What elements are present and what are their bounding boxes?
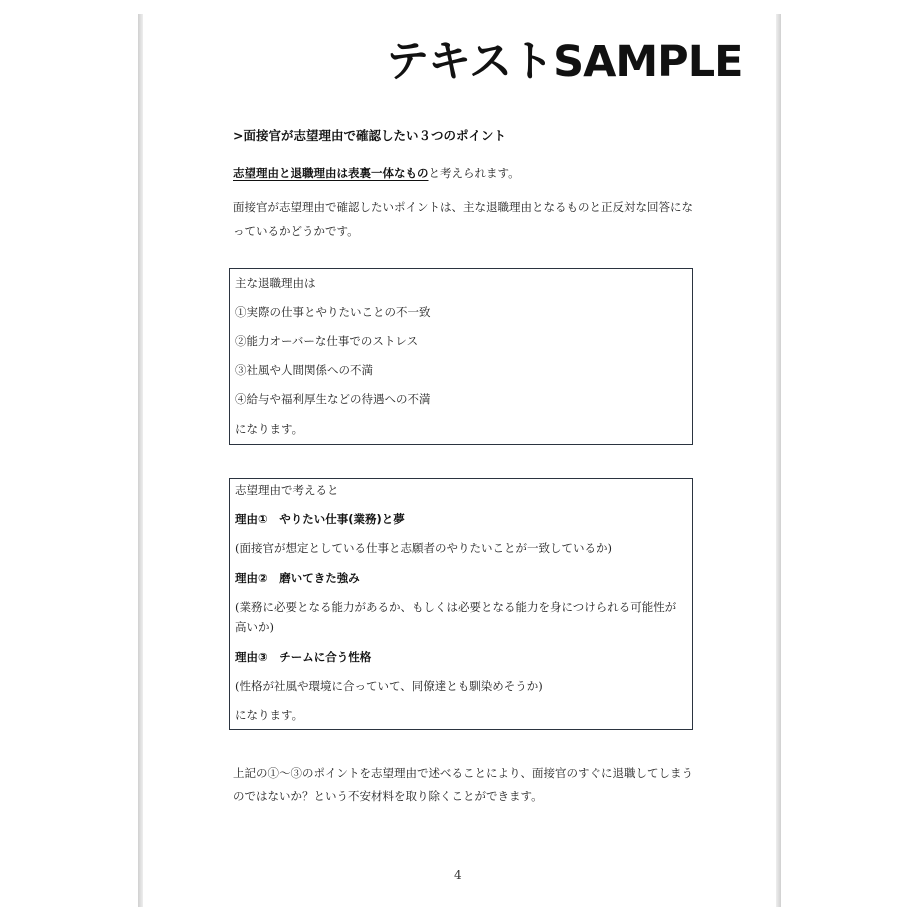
- reason-2-label: 理由② 磨いてきた強み: [235, 571, 360, 585]
- motivation-reasons-box: [229, 478, 693, 730]
- box1-item-1: ①実際の仕事とやりたいことの不一致: [235, 305, 431, 319]
- reason-1-label: 理由① やりたい仕事(業務)と夢: [235, 512, 405, 526]
- box1-closing: になります。: [235, 422, 304, 436]
- reason-3-note: (性格が社風や環境に合っていて、同僚達とも馴染めそうか): [235, 679, 543, 693]
- reason-3-label: 理由③ チームに合う性格: [235, 650, 372, 664]
- intro-emphasis: 志望理由と退職理由は表裏一体なもの: [233, 166, 429, 180]
- box1-title: 主な退職理由は: [235, 276, 316, 290]
- box1-item-4: ④給与や福利厚生などの待遇への不満: [235, 392, 431, 406]
- box2-closing: になります。: [235, 708, 304, 722]
- intro-paragraph: [233, 165, 520, 181]
- sample-watermark: テキストSAMPLE: [386, 37, 743, 87]
- reason-2-note: (業務に必要となる能力があるか、もしくは必要となる能力を身につけられる可能性が高いか): [235, 600, 677, 634]
- page-edge-right: [776, 14, 781, 907]
- intro-rest: と考えられます。: [428, 166, 520, 180]
- resignation-reasons-box: [229, 268, 693, 445]
- page-number: 4: [454, 868, 462, 882]
- explanation-paragraph: 面接官が志望理由で確認したいポイントは、主な退職理由となるものと正反対な回答になっているかどうかです。: [233, 200, 693, 238]
- conclusion-paragraph: 上記の①～③のポイントを志望理由で述べることにより、面接官のすぐに退職してしまうのではないか？という不安材料を取り除くことができます。: [233, 766, 693, 803]
- box1-item-2: ②能力オーバーな仕事でのストレス: [235, 334, 419, 348]
- document-page: [143, 0, 776, 920]
- box2-title: 志望理由で考えると: [235, 483, 339, 497]
- reason-1-note: (面接官が想定としている仕事と志願者のやりたいことが一致しているか): [235, 541, 612, 555]
- section-heading: >面接官が志望理由で確認したい３つのポイント: [233, 128, 506, 143]
- box1-item-3: ③社風や人間関係への不満: [235, 363, 373, 377]
